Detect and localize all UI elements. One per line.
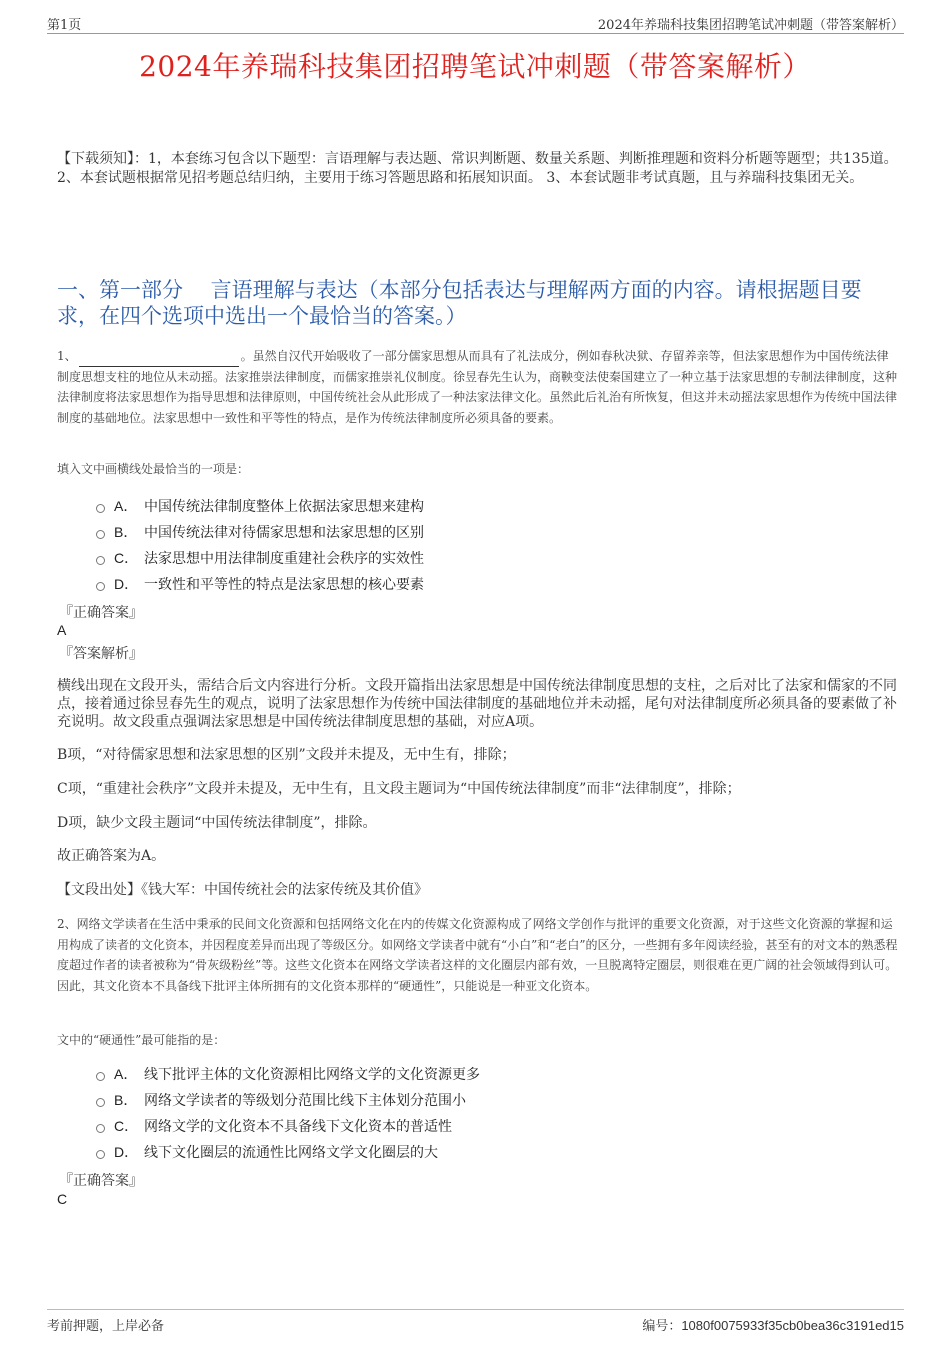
option-text: 网络文学读者的等级划分范围比线下主体划分范围小 xyxy=(144,1093,466,1109)
option-letter: C． xyxy=(114,550,139,566)
option-b[interactable] xyxy=(96,519,424,545)
option-c[interactable] xyxy=(96,1113,480,1139)
analysis-option-d: D项，缺少文段主题词“中国传统法律制度”，排除。 xyxy=(57,815,377,831)
correct-answer: C xyxy=(57,1191,68,1207)
question-1-options xyxy=(96,493,424,597)
question-1-prompt: 填入文中画横线处最恰当的一项是： xyxy=(57,462,250,476)
document-code xyxy=(642,1315,904,1334)
option-text: 线下文化圈层的流通性比网络文学文化圈层的大 xyxy=(144,1145,438,1161)
source-citation: 【文段出处】《钱大军：中国传统社会的法家传统及其价值》 xyxy=(57,882,428,898)
option-d[interactable] xyxy=(96,571,424,597)
radio-icon[interactable] xyxy=(96,504,105,513)
analysis-option-c: C项，“重建社会秩序”文段并未提及，无中生有，且文段主题词为“中国传统法律制度”而非“法律制度”，排除； xyxy=(57,781,741,797)
option-letter: D． xyxy=(114,576,139,592)
header-divider xyxy=(47,33,904,34)
radio-icon[interactable] xyxy=(96,1150,105,1159)
option-letter: B． xyxy=(114,524,138,540)
radio-icon[interactable] xyxy=(96,530,105,539)
radio-icon[interactable] xyxy=(96,1072,105,1081)
analysis-label: 『答案解析』 xyxy=(59,646,143,662)
option-text: 网络文学的文化资本不具备线下文化资本的普适性 xyxy=(144,1119,452,1135)
option-text: 中国传统法律对待儒家思想和法家思想的区别 xyxy=(144,525,424,541)
analysis-paragraph: 横线出现在文段开头，需结合后文内容进行分析。文段开篇指出法家思想是中国传统法律制度思想的支柱，之后对比了法家和儒家的不同点，接着通过徐昱春先生的观点，说明了法家思想作为传统中国法律制度的基础地位并未动摇，尾句对法律制度所必须具备的要素做了补充说明。故文段重点强调法家思想是中国传统法律制度思想的基础，对应A项。 xyxy=(57,678,897,730)
option-a[interactable] xyxy=(96,493,424,519)
download-notice: 【下载须知】：1，本套练习包含以下题型：言语理解与表达题、常识判断题、数量关系题、判断推理题和资料分析题等题型；共135道。 2、本套试题根据常见招考题总结归纳，主要用于练习答题思路和拓展知识面。 3、本套试题非考试真题，且与养瑞科技集团无关。 xyxy=(57,151,898,186)
option-text: 中国传统法律制度整体上依据法家思想来建构 xyxy=(144,499,424,515)
option-a[interactable] xyxy=(96,1061,480,1087)
radio-icon[interactable] xyxy=(96,1098,105,1107)
fill-blank xyxy=(79,354,239,367)
option-letter: C． xyxy=(114,1118,139,1134)
option-d[interactable] xyxy=(96,1139,480,1165)
option-text: 线下批评主体的文化资源相比网络文学的文化资源更多 xyxy=(144,1067,480,1083)
page-title: 2024年养瑞科技集团招聘笔试冲刺题（带答案解析） xyxy=(139,50,811,83)
question-1-text xyxy=(57,346,899,428)
header-doc-title: 2024年养瑞科技集团招聘笔试冲刺题（带答案解析） xyxy=(597,18,904,33)
radio-icon[interactable] xyxy=(96,556,105,565)
analysis-option-b: B项，“对待儒家思想和法家思想的区别”文段并未提及，无中生有，排除； xyxy=(57,747,516,763)
radio-icon[interactable] xyxy=(96,1124,105,1133)
option-text: 一致性和平等性的特点是法家思想的核心要素 xyxy=(144,577,424,593)
option-text: 法家思想中用法律制度重建社会秩序的实效性 xyxy=(144,551,424,567)
option-letter: A． xyxy=(114,498,138,514)
question-2-options xyxy=(96,1061,480,1165)
radio-icon[interactable] xyxy=(96,582,105,591)
option-c[interactable] xyxy=(96,545,424,571)
option-b[interactable] xyxy=(96,1087,480,1113)
option-letter: B． xyxy=(114,1092,138,1108)
page-number: 第1页 xyxy=(47,18,82,33)
question-2-prompt: 文中的“硬通性”最可能指的是： xyxy=(57,1033,226,1047)
footer-slogan: 考前押题，上岸必备 xyxy=(47,1319,165,1334)
analysis-conclusion: 故正确答案为A。 xyxy=(57,848,166,864)
question-2-text: 2、网络文学读者在生活中秉承的民间文化资源和包括网络文化在内的传媒文化资源构成了网络文学创作与批评的重要文化资源，对于这些文化资源的掌握和运用构成了读者的文化资本，并因程度差异而出现了等级区分。如网络文学读者中就有“小白”和“老白”的区分，一些拥有多年阅读经验，甚至有的对文本的熟悉程度超过作者的读者被称为“骨灰级粉丝”等。这些文化资本在网络文学读者这样的文化圈层内部有效，一旦脱离特定圈层，则很难在更广阔的社会领域得到认可。因此，其文化资本不具备线下批评主体所拥有的文化资本那样的“硬通性”，只能说是一种亚文化资本。 xyxy=(57,917,898,993)
correct-answer: A xyxy=(57,622,67,638)
section-heading: 一、第一部分 言语理解与表达（本部分包括表达与理解两方面的内容。请根据题目要求，在四个选项中选出一个最恰当的答案。） xyxy=(57,278,862,328)
answer-label: 『正确答案』 xyxy=(59,1173,143,1189)
footer-divider xyxy=(47,1309,904,1310)
code-label: 编号： xyxy=(642,1319,682,1334)
option-letter: D． xyxy=(114,1144,139,1160)
option-letter: A． xyxy=(114,1066,138,1082)
question-1-body: 。虽然自汉代开始吸收了一部分儒家思想从而具有了礼法成分，例如春秋决狱、存留养亲等，但法家思想作为中国传统法律制度思想支柱的地位从未动摇。法家推崇法律制度，而儒家推崇礼仪制度。徐昱春先生认为，商鞅变法使秦国建立了一种立基于法家思想的专制法律制度，这种法律制度将法家思想作为指导思想和法律原则，中国传统社会从此形成了一种法家法律文化。虽然此后礼治有所恢复，但这并未动摇法家思想作为传统中国法律制度的基础地位。法家思想中一致性和平等性的特点，是作为传统法律制度所必须具备的要素。 xyxy=(57,349,898,425)
code-value: 1080f0075933f35cb0bea36c3191ed15 xyxy=(681,1318,904,1333)
question-1-number: 1、 xyxy=(57,349,77,363)
answer-label: 『正确答案』 xyxy=(59,605,143,621)
